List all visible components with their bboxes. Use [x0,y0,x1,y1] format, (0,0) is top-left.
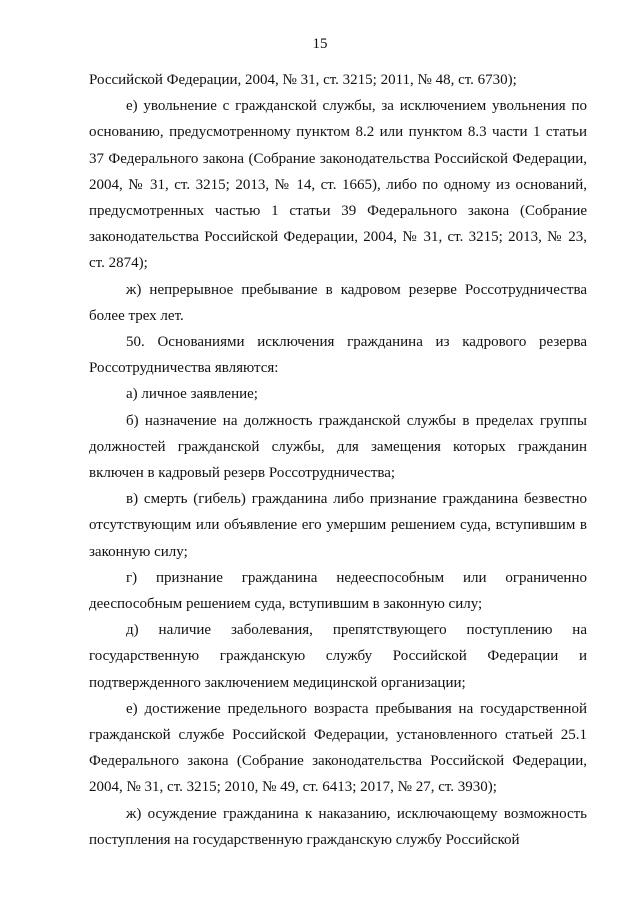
paragraph-item-zh-continuous-stay: ж) непрерывное пребывание в кадровом резерве Россотрудничества более трех лет. [89,281,587,324]
paragraph-item-zh-conviction: ж) осуждение гражданина к наказанию, исключающему возможность поступления на государственную гражданскую службу Российской [89,805,587,848]
paragraph-continuation: Российской Федерации, 2004, № 31, ст. 3215; 2011, № 48, ст. 6730); [89,72,517,88]
paragraph-clause-50: 50. Основаниями исключения гражданина из кадрового резерва Россотрудничества являются: [89,334,587,377]
paragraph-item-g-incapacity: г) признание гражданина недееспособным или ограниченно дееспособным решением суда, вступившим в законную силу; [89,569,587,613]
paragraph-item-e-age-limit: е) достижение предельного возраста пребывания на государственной гражданской службе Российской Федерации, установленного статьей 25.1 Федерального закона (Собрание законодательства Российской Федерации, 2004, № 31, ст. 3215; 2010, № 49, ст. 6413; 2017, № 27, ст. 3930); [89,700,587,796]
paragraph-item-d-illness: д) наличие заболевания, препятствующего поступлению на государственную гражданскую службу Российской Федерации и подтвержденного заключением медицинской организации; [89,622,587,691]
paragraph-item-b-appointment: б) назначение на должность гражданской службы в пределах группы должностей гражданской службы, для замещения которых гражданин включен в кадровый резерв Россотрудничества; [89,412,587,482]
paragraph-item-a-personal-statement: а) личное заявление; [126,386,258,403]
paragraph-item-e-dismissal: е) увольнение с гражданской службы, за исключением увольнения по основанию, предусмотренному пунктом 8.2 или пунктом 8.3 части 1 статьи 37 Федерального закона (Собрание законодательства Российской Федерации, 2004, № 31, ст. 3215; 2013, № 14, ст. 1665), либо по одному из оснований, предусмотренных частью 1 статьи 39 Федерального закона (Собрание законодательства Российской Федерации, 2004, № 31, ст. 3215; 2013, № 23, ст. 2874); [89,98,587,272]
paragraph-item-v-death: в) смерть (гибель) гражданина либо признание гражданина безвестно отсутствующим или объявление его умершим решением суда, вступившим в законную силу; [89,491,587,560]
document-body [89,67,587,853]
page-number: 15 [312,36,328,52]
